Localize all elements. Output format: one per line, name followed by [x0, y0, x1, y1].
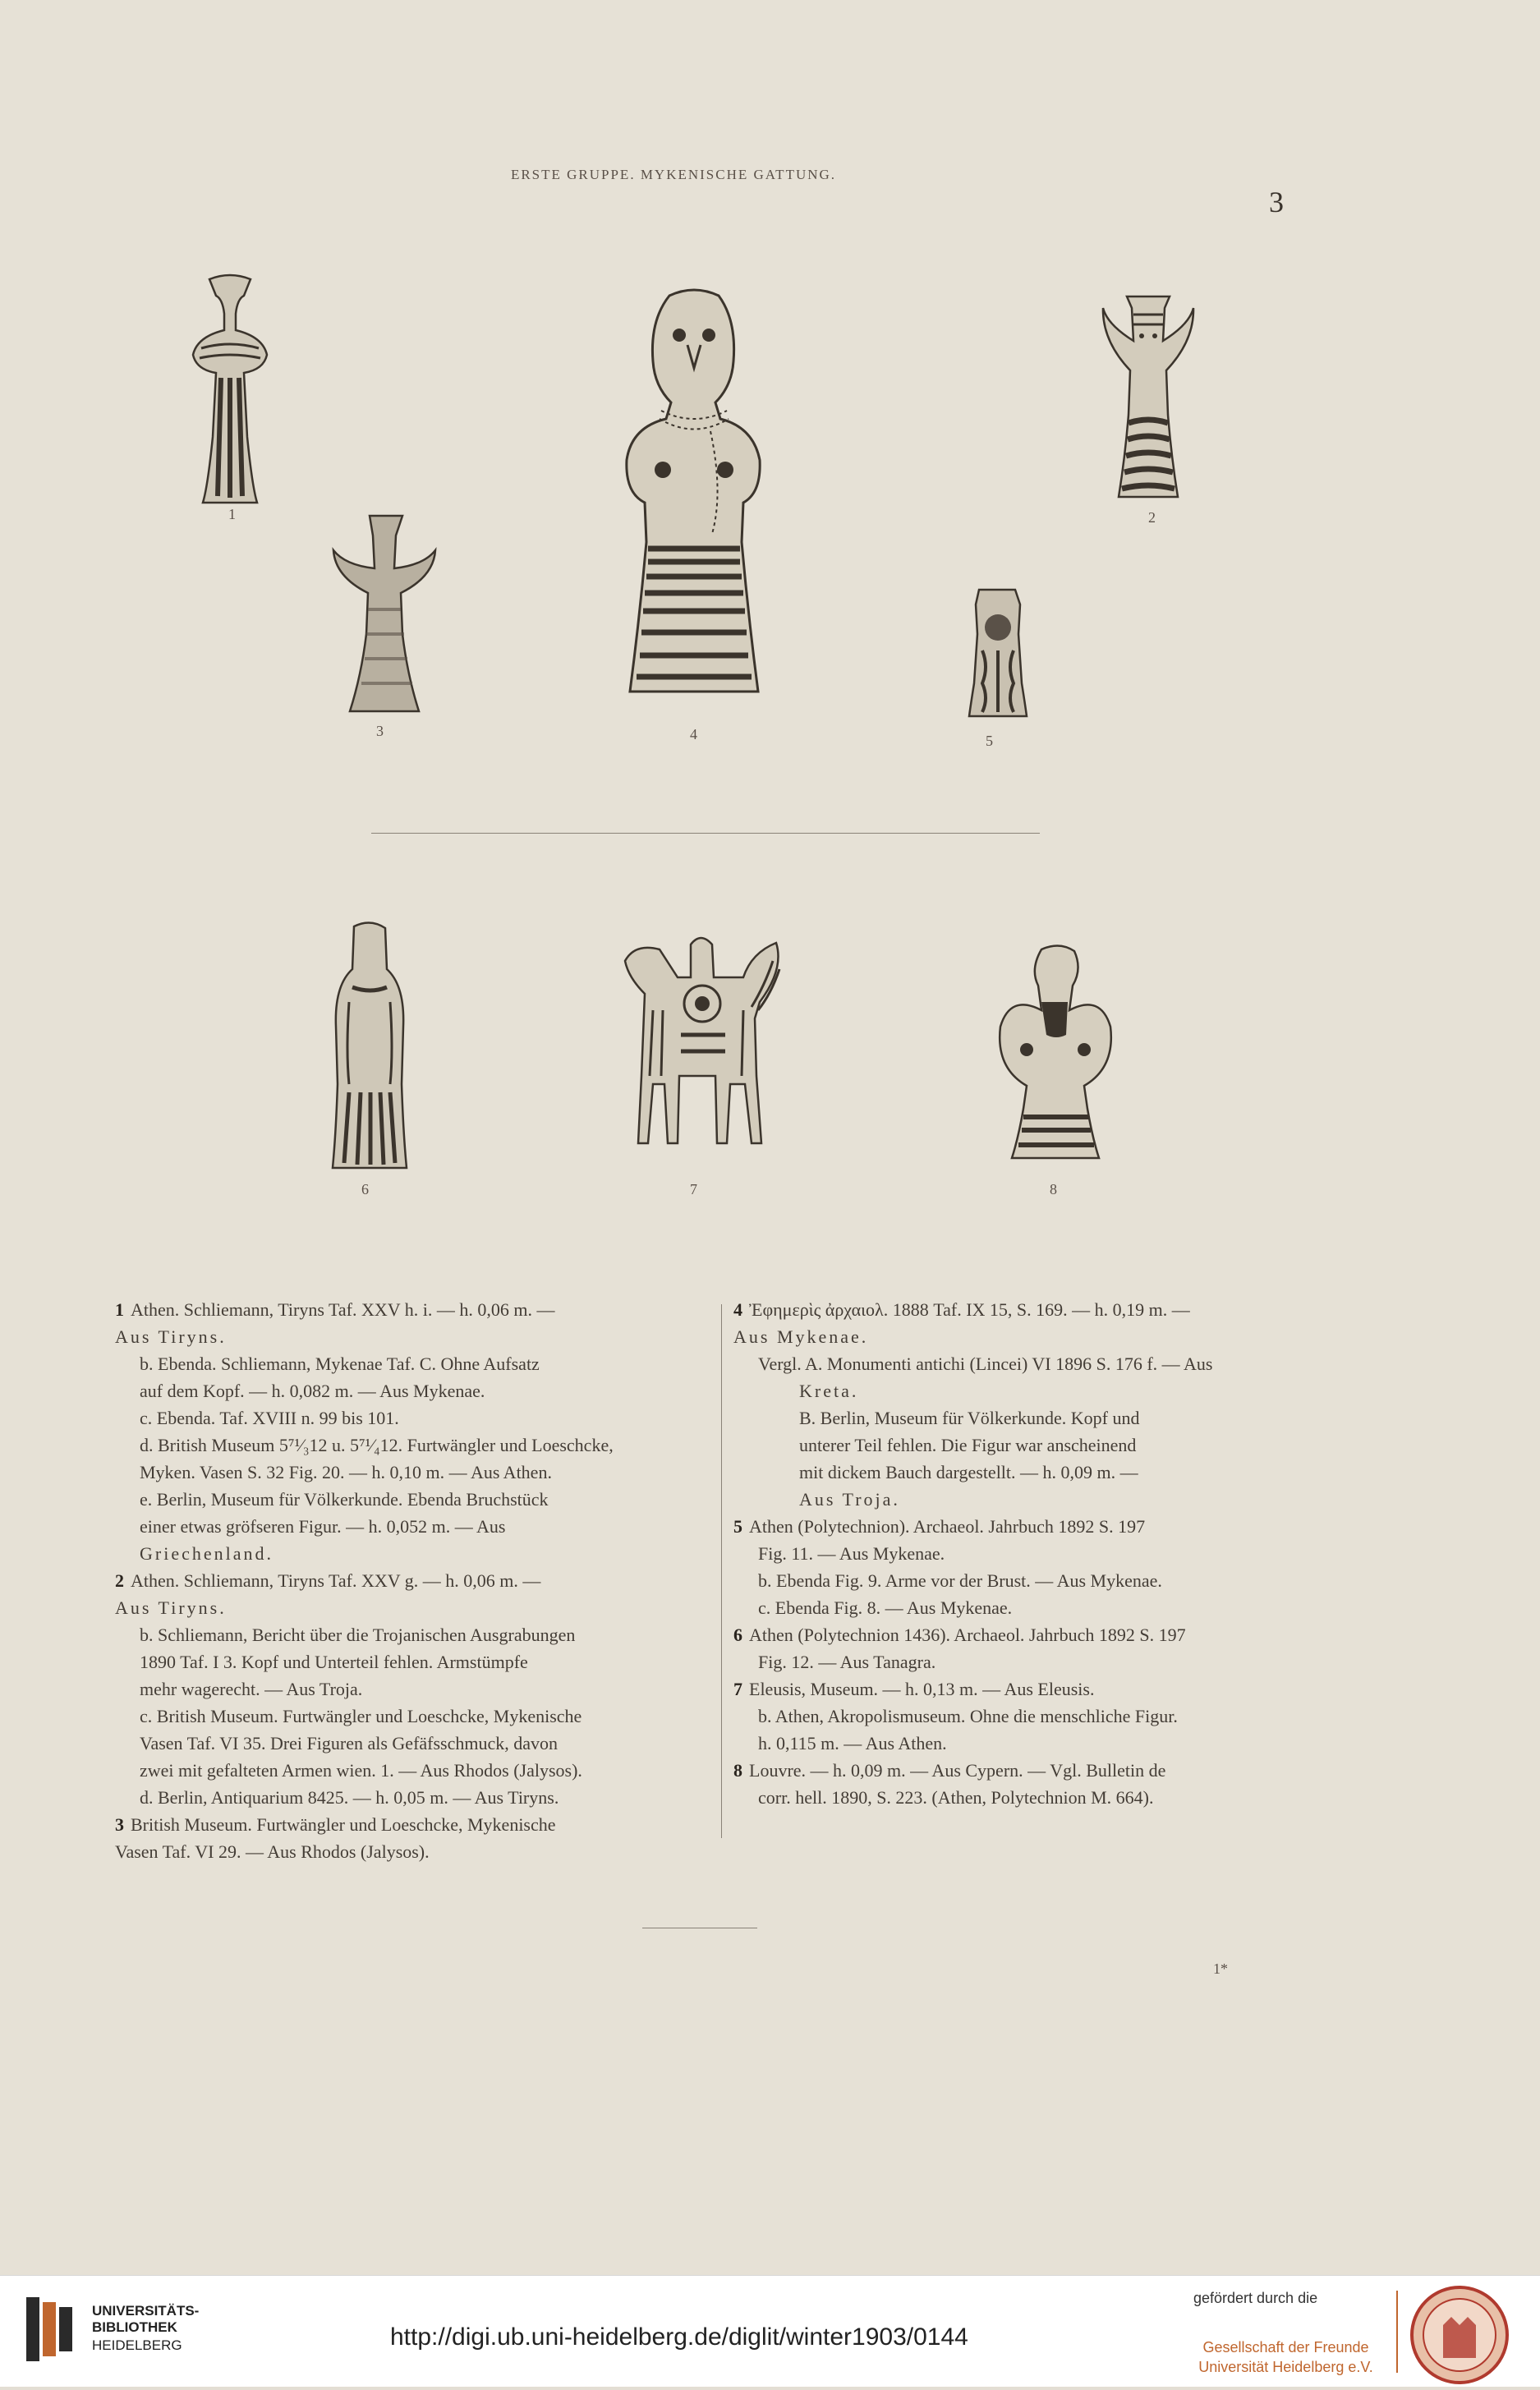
society-name: Gesellschaft der Freunde Universität Heidelberg e.V. [1198, 2339, 1373, 2375]
figure-label-3: 3 [376, 723, 384, 739]
entry-text: Fig. 12. — Aus Tanagra. [758, 1652, 936, 1672]
catalogue-line [733, 1404, 1317, 1432]
figure-1 [185, 273, 275, 511]
figure-label-4: 4 [690, 726, 697, 742]
catalogue-line [733, 1486, 1317, 1513]
catalogue-line [733, 1296, 1317, 1323]
catalogue-line [733, 1621, 1317, 1648]
catalogue-line [115, 1648, 710, 1675]
entry-number: 4 [733, 1299, 742, 1320]
column-divider [721, 1304, 722, 1838]
funded-by-text: gefördert durch die [1193, 2290, 1318, 2306]
entry-text: auf dem Kopf. — h. 0,082 m. — Aus Mykenae. [140, 1381, 485, 1401]
entry-text: c. British Museum. Furtwängler und Loeschcke, Mykenische [140, 1706, 582, 1726]
entry-text: British Museum. Furtwängler und Loeschcke, Mykenische [131, 1814, 556, 1835]
catalogue-line [115, 1757, 710, 1784]
catalogue-line [733, 1567, 1317, 1594]
footer-bar [0, 2275, 1540, 2387]
entry-number: 8 [733, 1760, 742, 1781]
catalogue-line [115, 1838, 710, 1865]
entry-text: b. Athen, Akropolismuseum. Ohne die menschliche Figur. [758, 1706, 1178, 1726]
entry-text: Eleusis, Museum. — h. 0,13 m. — Aus Eleusis. [749, 1679, 1095, 1699]
figure-2 [1099, 292, 1198, 505]
catalogue-line [115, 1486, 710, 1513]
entry-text: Athen. Schliemann, Tiryns Taf. XXV h. i. — h. 0,06 m. — [131, 1299, 555, 1320]
catalogue-line [115, 1567, 710, 1594]
entry-text: h. 0,115 m. — Aus Athen. [758, 1733, 947, 1753]
figure-label-2: 2 [1148, 509, 1156, 526]
entry-text: Vergl. A. Monumenti antichi (Lincei) VI 1896 S. 176 f. — Aus [758, 1354, 1213, 1374]
entry-text: Athen (Polytechnion). Archaeol. Jahrbuch 1892 S. 197 [749, 1516, 1146, 1537]
entry-number: 5 [733, 1516, 742, 1537]
library-name: UNIVERSITÄTS- BIBLIOTHEK [92, 2303, 200, 2335]
catalogue-line [115, 1594, 710, 1621]
entry-text: Aus Mykenae. [733, 1326, 869, 1347]
entry-text: b. Ebenda Fig. 9. Arme vor der Brust. — Aus Mykenae. [758, 1570, 1162, 1591]
entry-text: Ἐφημερὶς ἀρχαιολ. 1888 Taf. IX 15, S. 169. — h. 0,19 m. — [749, 1299, 1190, 1320]
entry-text: Myken. Vasen S. 32 Fig. 20. — h. 0,10 m. — Aus Athen. [140, 1462, 552, 1482]
catalogue-line [733, 1648, 1317, 1675]
entry-text: Athen. Schliemann, Tiryns Taf. XXV g. — h. 0,06 m. — [131, 1570, 541, 1591]
entry-number: 2 [115, 1570, 124, 1591]
entry-text: Vasen Taf. VI 29. — Aus Rhodos (Jalysos). [115, 1841, 430, 1862]
catalogue-line [115, 1621, 710, 1648]
catalogue-line [733, 1730, 1317, 1757]
figure-label-6: 6 [361, 1181, 369, 1197]
catalogue-line [733, 1459, 1317, 1486]
catalogue-line [115, 1377, 710, 1404]
entry-text: b. Schliemann, Bericht über die Trojanischen Ausgrabungen [140, 1625, 576, 1645]
figure-6 [324, 920, 415, 1174]
university-seal-icon [1409, 2284, 1510, 2386]
figure-label-5: 5 [986, 733, 993, 749]
figure-label-8: 8 [1050, 1181, 1057, 1197]
entry-text: Vasen Taf. VI 35. Drei Figuren als Gefäfsschmuck, davon [140, 1733, 559, 1753]
figure-5 [961, 585, 1035, 720]
catalogue-line [115, 1540, 710, 1567]
entry-text: Kreta. [799, 1381, 859, 1401]
entry-text: mehr wagerecht. — Aus Troja. [140, 1679, 363, 1699]
entry-text: Athen (Polytechnion 1436). Archaeol. Jahrbuch 1892 S. 197 [749, 1625, 1186, 1645]
catalogue-line [733, 1323, 1317, 1350]
catalogue-line [115, 1296, 710, 1323]
catalogue-line [733, 1757, 1317, 1784]
catalogue-right-column [733, 1296, 1317, 1811]
library-city: HEIDELBERG [92, 2337, 182, 2353]
catalogue-line [115, 1730, 710, 1757]
catalogue-line [115, 1675, 710, 1703]
catalogue-left-column [115, 1296, 710, 1865]
figures-divider [371, 833, 1040, 834]
catalogue-line [733, 1432, 1317, 1459]
entry-number: 1 [115, 1299, 124, 1320]
permalink-url[interactable]: http://digi.ub.uni-heidelberg.de/diglit/winter1903/0144 [390, 2323, 968, 2351]
entry-text: mit dickem Bauch dargestellt. — h. 0,09 m. — [799, 1462, 1138, 1482]
catalogue-line [115, 1811, 710, 1838]
catalogue-line [733, 1784, 1317, 1811]
entry-number: 7 [733, 1679, 742, 1699]
catalogue-line [733, 1703, 1317, 1730]
ub-logo-icon [23, 2294, 85, 2368]
figure-8 [977, 945, 1133, 1162]
figure-label-7: 7 [690, 1181, 697, 1197]
entry-text: Aus Tiryns. [115, 1597, 227, 1618]
figure-label-1: 1 [228, 506, 236, 522]
catalogue-line [733, 1377, 1317, 1404]
entry-text: e. Berlin, Museum für Völkerkunde. Ebenda Bruchstück [140, 1489, 549, 1510]
entry-text: Fig. 11. — Aus Mykenae. [758, 1543, 945, 1564]
catalogue-line [115, 1323, 710, 1350]
footer-separator [1396, 2291, 1398, 2373]
entry-text: Louvre. — h. 0,09 m. — Aus Cypern. — Vgl. Bulletin de [749, 1760, 1166, 1781]
page-number: 3 [1269, 186, 1284, 218]
catalogue-line [733, 1350, 1317, 1377]
entry-text: B. Berlin, Museum für Völkerkunde. Kopf und [799, 1408, 1140, 1428]
catalogue-line [733, 1594, 1317, 1621]
entry-number: 6 [733, 1625, 742, 1645]
entry-text: 1890 Taf. I 3. Kopf und Unterteil fehlen. Armstümpfe [140, 1652, 528, 1672]
running-title: ERSTE GRUPPE. MYKENISCHE GATTUNG. [510, 167, 837, 182]
catalogue-line [115, 1350, 710, 1377]
figure-7 [620, 928, 793, 1150]
entry-text: c. Ebenda Fig. 8. — Aus Mykenae. [758, 1597, 1013, 1618]
entry-text: einer etwas gröfseren Figur. — h. 0,052 m. — Aus [140, 1516, 506, 1537]
entry-text: c. Ebenda. Taf. XVIII n. 99 bis 101. [140, 1408, 399, 1428]
entry-text: Aus Tiryns. [115, 1326, 227, 1347]
entry-text: corr. hell. 1890, S. 223. (Athen, Polytechnion M. 664). [758, 1787, 1154, 1808]
catalogue-line [733, 1540, 1317, 1567]
catalogue-line [733, 1675, 1317, 1703]
entry-number: 3 [115, 1814, 124, 1835]
entry-text: d. Berlin, Antiquarium 8425. — h. 0,05 m. — Aus Tiryns. [140, 1787, 559, 1808]
entry-text: Aus Troja. [799, 1489, 900, 1510]
catalogue-line [115, 1784, 710, 1811]
entry-text: Griechenland. [140, 1543, 274, 1564]
figure-4 [612, 287, 772, 698]
catalogue-line [733, 1513, 1317, 1540]
entry-text: b. Ebenda. Schliemann, Mykenae Taf. C. Ohne Aufsatz [140, 1354, 540, 1374]
catalogue-line [115, 1459, 710, 1486]
entry-text: d. British Museum 5⁷¹⁄₃12 u. 5⁷¹⁄₄12. Furtwängler und Loeschcke, [140, 1435, 614, 1455]
catalogue-line [115, 1703, 710, 1730]
catalogue-line [115, 1404, 710, 1432]
signature-mark: 1* [1213, 1960, 1228, 1977]
entry-text: unterer Teil fehlen. Die Figur war anscheinend [799, 1435, 1137, 1455]
figure-3 [327, 511, 442, 716]
catalogue-line [115, 1432, 710, 1459]
catalogue-line [115, 1513, 710, 1540]
entry-text: zwei mit gefalteten Armen wien. 1. — Aus Rhodos (Jalysos). [140, 1760, 582, 1781]
